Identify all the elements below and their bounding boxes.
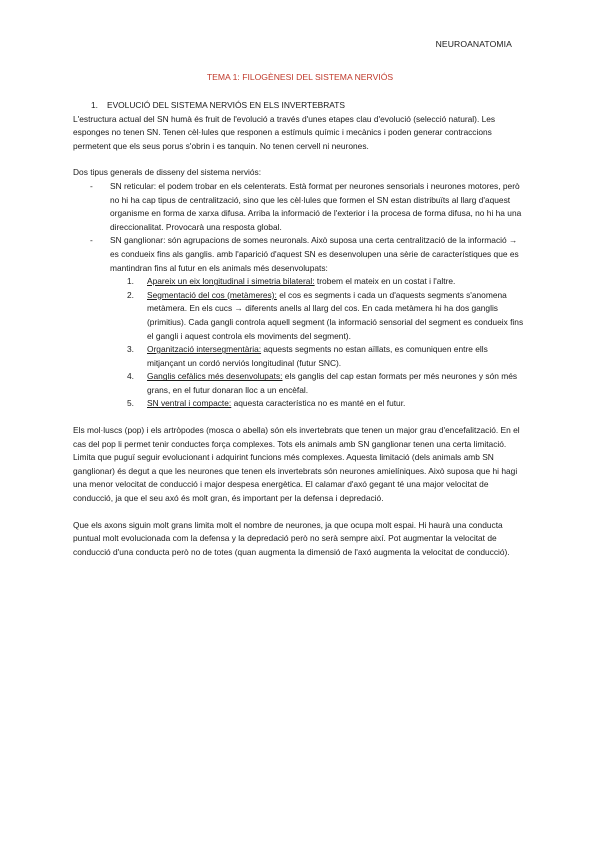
item-text: aquesta característica no es manté en el futur. <box>231 398 406 409</box>
characteristics-list <box>73 275 528 411</box>
item-text: trobem el mateix en un costat i l'altre. <box>314 276 456 287</box>
item-text: els ganglis del cap estan formats per més neurones y són més grans, en el futur donaran lloc a un encèfal. <box>147 371 518 395</box>
list-item-ganglionar <box>73 234 528 275</box>
item-label: SN ventral i compacte: <box>147 398 232 409</box>
list-item-text: SN reticular: el podem trobar en els celenterats. Està format per neurones sensorials i neurones motores, però no hi ha cap tipus de centralització, sino que les cèl·lules que formen el SN estan distribuïts al llarg d'aquest organisme en forma de xarxa difusa. Arriba la informació de l'exterior i la procesa de forma difusa, no hi ha una direccionalitat. Provocarà una resposta global. <box>110 180 522 232</box>
intro-paragraph: L'estructura actual del SN humà és fruit de l'evolució a través d'unes etapes clau d'evolució (selecció natural). Les esponges no tenen SN. Tenen cèl·lules que responen a estímuls químic i mecànics i poden generar contraccions permetent que els seus porus s'obrin i es tanquin. No tenen cervell ni neurones. <box>73 113 496 151</box>
item-number: 3. <box>127 344 134 355</box>
molluscs-paragraph: Els mol·luscs (pop) i els artròpodes (mosca o abella) són els invertebrats que tenen un major grau d'encefalització. En el cas del pop li permet tenir conductes força complexes. Tots els animals amb SN ganglionar tenen una certa limitació. Limita que puguï seguir evolucionant i adquirint funcions més complexes. Aquesta limitació (dels animals amb SN ganglionar) és degut a que les neurones que tenen els invertebrats són neurones amielíniques. Això suposa que hi hagi una menor velocitat de conducció i major despesa energètica. El calamar d'axó gegant té una major velocitat de conducció, ja que el seu axó és molt gran, és important per la defensa i depredació. <box>73 425 520 504</box>
document-body <box>73 99 528 559</box>
characteristic-item <box>73 343 528 370</box>
course-header: NEUROANATOMIA <box>435 39 512 49</box>
item-number: 4. <box>127 371 134 382</box>
section-number: 1. <box>91 100 98 110</box>
item-label: Apareix un eix longitudinal i simetria bilateral: <box>147 276 315 287</box>
item-text: el cos es segments i cada un d'aquests segments s'anomena metàmera. En els cucs → diferents anells al llarg del cos. En cada metàmera hi ha dos ganglis (primitius). Cada gangli controla aquell segment (la informació sensorial del segment es condueix fins el gangli i aquest controla els moviments del segment). <box>147 289 524 341</box>
types-intro: Dos tipus generals de disseny del sistema nerviós: <box>73 167 262 178</box>
section-heading <box>91 99 528 113</box>
item-number: 2. <box>127 289 134 300</box>
section-title: EVOLUCIÓ DEL SISTEMA NERVIÓS EN ELS INVERTEBRATS <box>107 100 345 110</box>
axons-paragraph: Que els axons siguin molt grans limita molt el nombre de neurones, ja que ocupa molt espai. Hi haurà una conducta puntual molt evolucionada com la defensa y la depredació però no serà sempre així. Pot augmentar la velocitat de conducció d'una conducta però no de totes (quan augmenta la dimensió de l'axó augmenta la velocitat de conducció). <box>73 519 510 557</box>
item-text: aquests segments no estan aïllats, es comuniquen entre ells mitjançant un cordó nerviós longitudinal (futur SNC). <box>147 344 488 368</box>
bullet-dash: - <box>90 235 93 246</box>
bullet-dash: - <box>90 180 93 191</box>
list-item-text: SN ganglionar: són agrupacions de somes neuronals. Això suposa una certa centralització de la informació → es condueix fins als ganglis. amb l'aparició d'aquest SN es desenvolupen una sèrie de característiques que es mantindran fins al futur en els animals més desenvolupats: <box>110 235 519 273</box>
item-label: Ganglis cefàlics més desenvolupats: <box>147 371 283 382</box>
characteristic-item <box>73 397 528 411</box>
list-item-reticular <box>73 180 528 234</box>
characteristic-item <box>73 289 528 343</box>
item-number: 5. <box>127 398 134 409</box>
page-title: TEMA 1: FILOGÈNESI DEL SISTEMA NERVIÓS <box>206 72 394 82</box>
item-number: 1. <box>127 276 134 287</box>
characteristic-item <box>73 275 528 289</box>
item-label: Organització intersegmentària: <box>147 344 262 355</box>
nervous-system-types-list <box>73 180 528 275</box>
item-label: Segmentació del cos (metàmeres): <box>147 289 277 300</box>
characteristic-item <box>73 370 528 397</box>
